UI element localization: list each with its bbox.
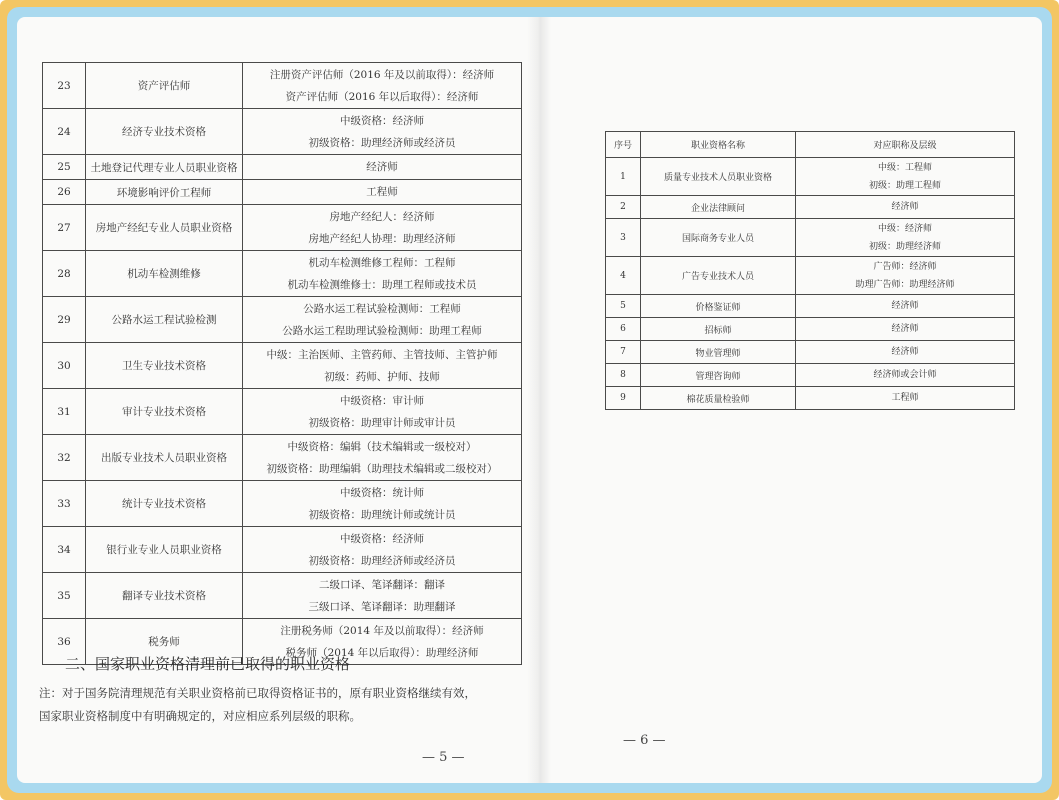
note-line: 国家职业资格制度中有明确规定的，对应相应系列层级的职称。 <box>39 709 361 723</box>
note-line: 注：对于国务院清理规范有关职业资格前已取得资格证书的，原有职业资格继续有效， <box>39 686 476 700</box>
title-level-line: 中级：主治医师、主管药师、主管技师、主管护师 <box>266 348 498 361</box>
title-level-line: 初级资格：助理审计师或审计员 <box>308 416 456 429</box>
row-number: 3 <box>606 219 641 257</box>
title-level-line: 工程师 <box>366 186 398 198</box>
row-number: 8 <box>606 364 641 387</box>
title-level-line: 初级：助理经济师 <box>868 241 941 252</box>
qualification-name: 卫生专业技术资格 <box>86 343 243 389</box>
title-level-line: 初级资格：助理经济师或经济员 <box>308 554 456 567</box>
title-level-cell <box>243 343 522 389</box>
title-level-line: 中级：工程师 <box>877 162 932 173</box>
qualification-name: 土地登记代理专业人员职业资格 <box>86 155 243 180</box>
title-level-cell <box>243 155 522 180</box>
row-number: 29 <box>43 297 86 343</box>
row-number: 24 <box>43 109 86 155</box>
title-level-line: 注册税务师（2014 年及以前取得）：经济师 <box>280 624 484 637</box>
table-row <box>606 364 1015 387</box>
title-level-line: 税务师（2014 年以后取得）：助理经济师 <box>285 646 479 659</box>
title-level-cell <box>243 435 522 481</box>
title-level-cell <box>243 180 522 205</box>
title-level-line: 资产评估师（2016 年以后取得）：经济师 <box>285 90 479 103</box>
table-row <box>43 63 522 109</box>
table-row <box>43 435 522 481</box>
table-row <box>43 251 522 297</box>
page-number-right: — 6 — <box>623 733 666 748</box>
table-row <box>43 180 522 205</box>
title-level-cell <box>243 297 522 343</box>
qualification-name: 管理咨询师 <box>641 364 796 387</box>
qualification-name: 质量专业技术人员职业资格 <box>641 158 796 196</box>
title-level-line: 机动车检测维修士：助理工程师或技术员 <box>287 278 477 291</box>
row-number: 36 <box>43 619 86 665</box>
title-level-cell <box>796 196 1015 219</box>
qualification-name: 经济专业技术资格 <box>86 109 243 155</box>
table-row <box>606 341 1015 364</box>
title-level-line: 中级资格：经济师 <box>340 532 424 545</box>
title-level-line: 注册资产评估师（2016 年及以前取得）：经济师 <box>269 68 495 81</box>
title-level-cell <box>243 63 522 109</box>
title-level-line: 中级资格：经济师 <box>340 114 424 127</box>
qualification-name: 出版专业技术人员职业资格 <box>86 435 243 481</box>
row-number: 33 <box>43 481 86 527</box>
title-level-line: 初级：药师、护师、技师 <box>324 370 440 383</box>
title-level-cell <box>243 251 522 297</box>
row-number: 4 <box>606 257 641 295</box>
title-level-line: 公路水运工程助理试验检测师：助理工程师 <box>282 324 482 337</box>
title-level-cell <box>243 109 522 155</box>
table-row <box>43 481 522 527</box>
table-row <box>43 389 522 435</box>
title-level-line: 中级资格：编辑（技术编辑或一级校对） <box>287 440 477 453</box>
title-level-line: 经济师或会计师 <box>873 370 937 380</box>
row-number: 9 <box>606 387 641 410</box>
table-row <box>606 295 1015 318</box>
row-number: 5 <box>606 295 641 318</box>
qualification-name: 招标师 <box>641 318 796 341</box>
table-row <box>43 109 522 155</box>
title-level-line: 经济师 <box>891 347 919 357</box>
qualification-name: 广告专业技术人员 <box>641 257 796 295</box>
title-level-cell <box>796 257 1015 295</box>
page-fold <box>527 17 551 783</box>
qualification-name: 翻译专业技术资格 <box>86 573 243 619</box>
title-level-cell <box>243 527 522 573</box>
title-level-line: 经济师 <box>891 202 919 212</box>
qualification-name: 棉花质量检验师 <box>641 387 796 410</box>
row-number: 23 <box>43 63 86 109</box>
table-row <box>606 158 1015 196</box>
row-number: 6 <box>606 318 641 341</box>
table-row <box>43 527 522 573</box>
title-level-line: 经济师 <box>891 301 919 311</box>
section-heading: 二、国家职业资格清理前已取得的职业资格 <box>65 655 351 673</box>
title-level-cell <box>796 341 1015 364</box>
title-level-line: 公路水运工程试验检测师：工程师 <box>303 302 461 315</box>
qualification-name: 物业管理师 <box>641 341 796 364</box>
title-level-cell <box>796 387 1015 410</box>
title-level-line: 中级资格：统计师 <box>340 486 424 499</box>
table-row <box>43 155 522 180</box>
row-number: 32 <box>43 435 86 481</box>
qualification-name: 银行业专业人员职业资格 <box>86 527 243 573</box>
table-row <box>43 343 522 389</box>
title-level-line: 房地产经纪人协理：助理经济师 <box>308 232 456 245</box>
row-number: 35 <box>43 573 86 619</box>
table-row <box>43 573 522 619</box>
title-level-line: 二级口译、笔译翻译：翻译 <box>319 578 445 591</box>
table-row <box>43 205 522 251</box>
qualification-name: 统计专业技术资格 <box>86 481 243 527</box>
title-level-line: 初级资格：助理编辑（助理技术编辑或二级校对） <box>266 462 498 475</box>
qualification-name: 审计专业技术资格 <box>86 389 243 435</box>
row-number: 28 <box>43 251 86 297</box>
title-level-line: 房地产经纪人：经济师 <box>329 210 435 223</box>
title-level-cell <box>243 481 522 527</box>
page-number-left: — 5 — <box>422 750 465 765</box>
qualification-name: 国际商务专业人员 <box>641 219 796 257</box>
left-page-table <box>42 62 522 665</box>
document-spread <box>17 17 1042 783</box>
title-level-cell <box>796 219 1015 257</box>
title-level-line: 广告师：经济师 <box>873 261 937 272</box>
qualification-name: 企业法律顾问 <box>641 196 796 219</box>
title-level-line: 经济师 <box>891 324 919 334</box>
note-text <box>39 682 476 728</box>
row-number: 7 <box>606 341 641 364</box>
qualification-name: 资产评估师 <box>86 63 243 109</box>
table-row <box>606 387 1015 410</box>
title-level-cell <box>796 364 1015 387</box>
title-level-cell <box>243 205 522 251</box>
qualification-name: 房地产经纪专业人员职业资格 <box>86 205 243 251</box>
table-row <box>606 219 1015 257</box>
row-number: 27 <box>43 205 86 251</box>
header-num: 序号 <box>606 132 641 158</box>
row-number: 25 <box>43 155 86 180</box>
title-level-cell <box>796 158 1015 196</box>
title-level-cell <box>796 318 1015 341</box>
row-number: 30 <box>43 343 86 389</box>
row-number: 31 <box>43 389 86 435</box>
row-number: 2 <box>606 196 641 219</box>
title-level-line: 初级资格：助理经济师或经济员 <box>308 136 456 149</box>
title-level-line: 经济师 <box>366 161 398 173</box>
title-level-cell <box>796 295 1015 318</box>
title-level-line: 机动车检测维修工程师：工程师 <box>308 256 456 269</box>
table-row <box>606 257 1015 295</box>
row-number: 26 <box>43 180 86 205</box>
title-level-cell <box>243 573 522 619</box>
title-level-line: 助理广告师：助理经济师 <box>855 279 955 290</box>
title-level-cell <box>243 389 522 435</box>
qualification-name: 环境影响评价工程师 <box>86 180 243 205</box>
qualification-name: 价格鉴证师 <box>641 295 796 318</box>
row-number: 1 <box>606 158 641 196</box>
table-row <box>43 297 522 343</box>
title-level-line: 中级：经济师 <box>877 223 932 234</box>
title-level-line: 初级资格：助理统计师或统计员 <box>308 508 456 521</box>
title-level-line: 初级：助理工程师 <box>868 180 941 191</box>
title-level-line: 三级口译、笔译翻译：助理翻译 <box>308 600 456 613</box>
row-number: 34 <box>43 527 86 573</box>
header-name: 职业资格名称 <box>641 132 796 158</box>
right-page-table <box>605 131 1015 410</box>
qualification-name: 公路水运工程试验检测 <box>86 297 243 343</box>
title-level-line: 工程师 <box>891 393 919 403</box>
header-row <box>606 132 1015 158</box>
table-row <box>606 318 1015 341</box>
qualification-name: 税务师 <box>86 619 243 665</box>
table-row <box>606 196 1015 219</box>
title-level-line: 中级资格：审计师 <box>340 394 424 407</box>
qualification-name: 机动车检测维修 <box>86 251 243 297</box>
header-level: 对应职称及层级 <box>796 132 1015 158</box>
